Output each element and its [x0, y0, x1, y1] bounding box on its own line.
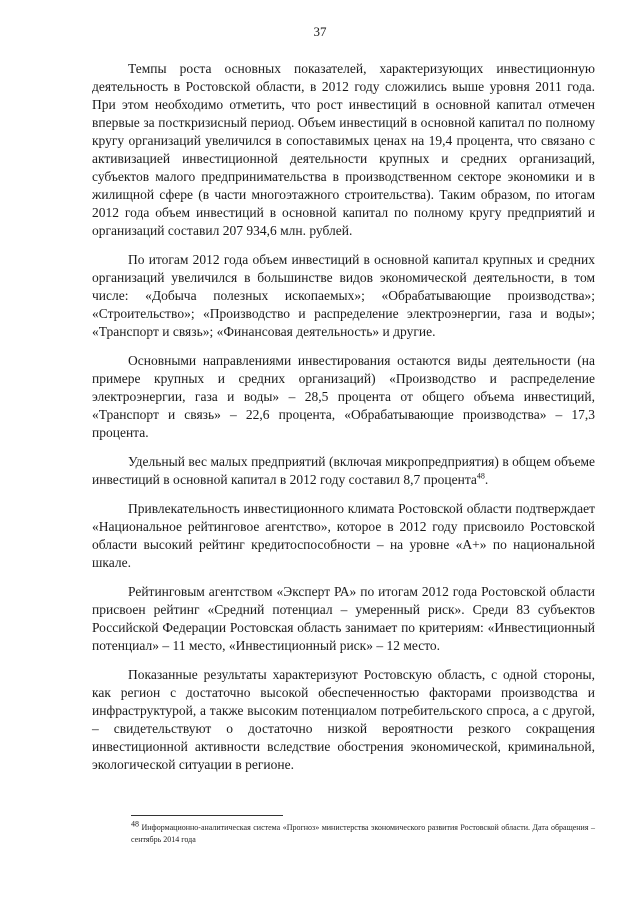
paragraph-investment-growth: Темпы роста основных показателей, характеризующих инвестиционную деятельность в Ростовской области, в 2012 году сложились выше уровня 2011 года. При этом необходимо отметить, что рост инвестиций в основной капитал отмечен впервые за посткризисный период. Объем инвестиций в основной капитал по полному кругу организаций увеличился в сопоставимых ценах на 19,4 процента, что связано с активизацией инвестиционной деятельности крупных и средних организаций, субъектов малого предпринимательства в производственном секторе экономики и в жилищной сфере (в части многоэтажного строительства). Таким образом, по итогам 2012 года объем инвестиций в основной капитал по полному кругу предприятий и организаций составил 207 934,6 млн. рублей. [92, 61, 595, 238]
footnote-text: Информационно-аналитическая система «Прогноз» министерства экономического развития Ростовской области. Дата обращения – сентябрь 2014 года [131, 823, 595, 844]
small-business-ending: . [484, 472, 489, 487]
paragraph-national-rating: Привлекательность инвестиционного климата Ростовской области подтверждает «Национальное рейтинговое агентство», которое в 2012 году присвоило Ростовской области высокий рейтинг кредитоспособности – на уровне «А+» по национальной шкале. [92, 501, 595, 570]
footnote-divider [131, 815, 283, 816]
small-business-text: Удельный вес малых предприятий (включая микропредприятия) в общем объеме инвестиций в основной капитал в 2012 году составил 8,7 процента [92, 454, 595, 487]
paragraph-expert-ra-rating: Рейтинговым агентством «Эксперт РА» по итогам 2012 года Ростовской области присвоен рейтинг «Средний потенциал – умеренный риск». Среди 83 субъектов Российской Федерации Ростовская область занимает по критериям: «Инвестиционный потенциал» – 11 место, «Инвестиционный риск» – 12 место. [92, 584, 595, 653]
paragraph-conclusion: Показанные результаты характеризуют Ростовскую область, с одной стороны, как регион с достаточно высокой обеспеченностью факторами производства и инфраструктурой, а также высоким потенциалом потребительского спроса, а с другой, – свидетельствуют о достаточно низкой вероятности резкого сокращения инвестиционной активности вследствие обострения экономической, криминальной, экологической ситуации в регионе. [92, 667, 595, 772]
paragraph-small-business [92, 453, 595, 489]
footnote-reference[interactable]: 48 [476, 471, 485, 481]
paragraph-large-organizations: По итогам 2012 года объем инвестиций в основной капитал крупных и средних организаций увеличился в большинстве видов экономической деятельности, в том числе: «Добыча полезных ископаемых»; «Обрабатывающие производства»; «Строительство»; «Производство и распределение электроэнергии, газа и воды»; «Транспорт и связь»; «Финансовая деятельность» и другие. [92, 252, 595, 339]
footnote [131, 819, 595, 846]
paragraph-main-directions: Основными направлениями инвестирования остаются виды деятельности (на примере крупных и средних организаций) «Производство и распределение электроэнергии, газа и воды» – 28,5 процента от общего объема инвестиций, «Транспорт и связь» – 22,6 процента, «Обрабатывающие производства» – 17,3 процента. [92, 353, 595, 440]
page-number: 37 [313, 24, 327, 39]
document-body [92, 60, 595, 785]
footnote-marker: 48 [131, 819, 139, 829]
